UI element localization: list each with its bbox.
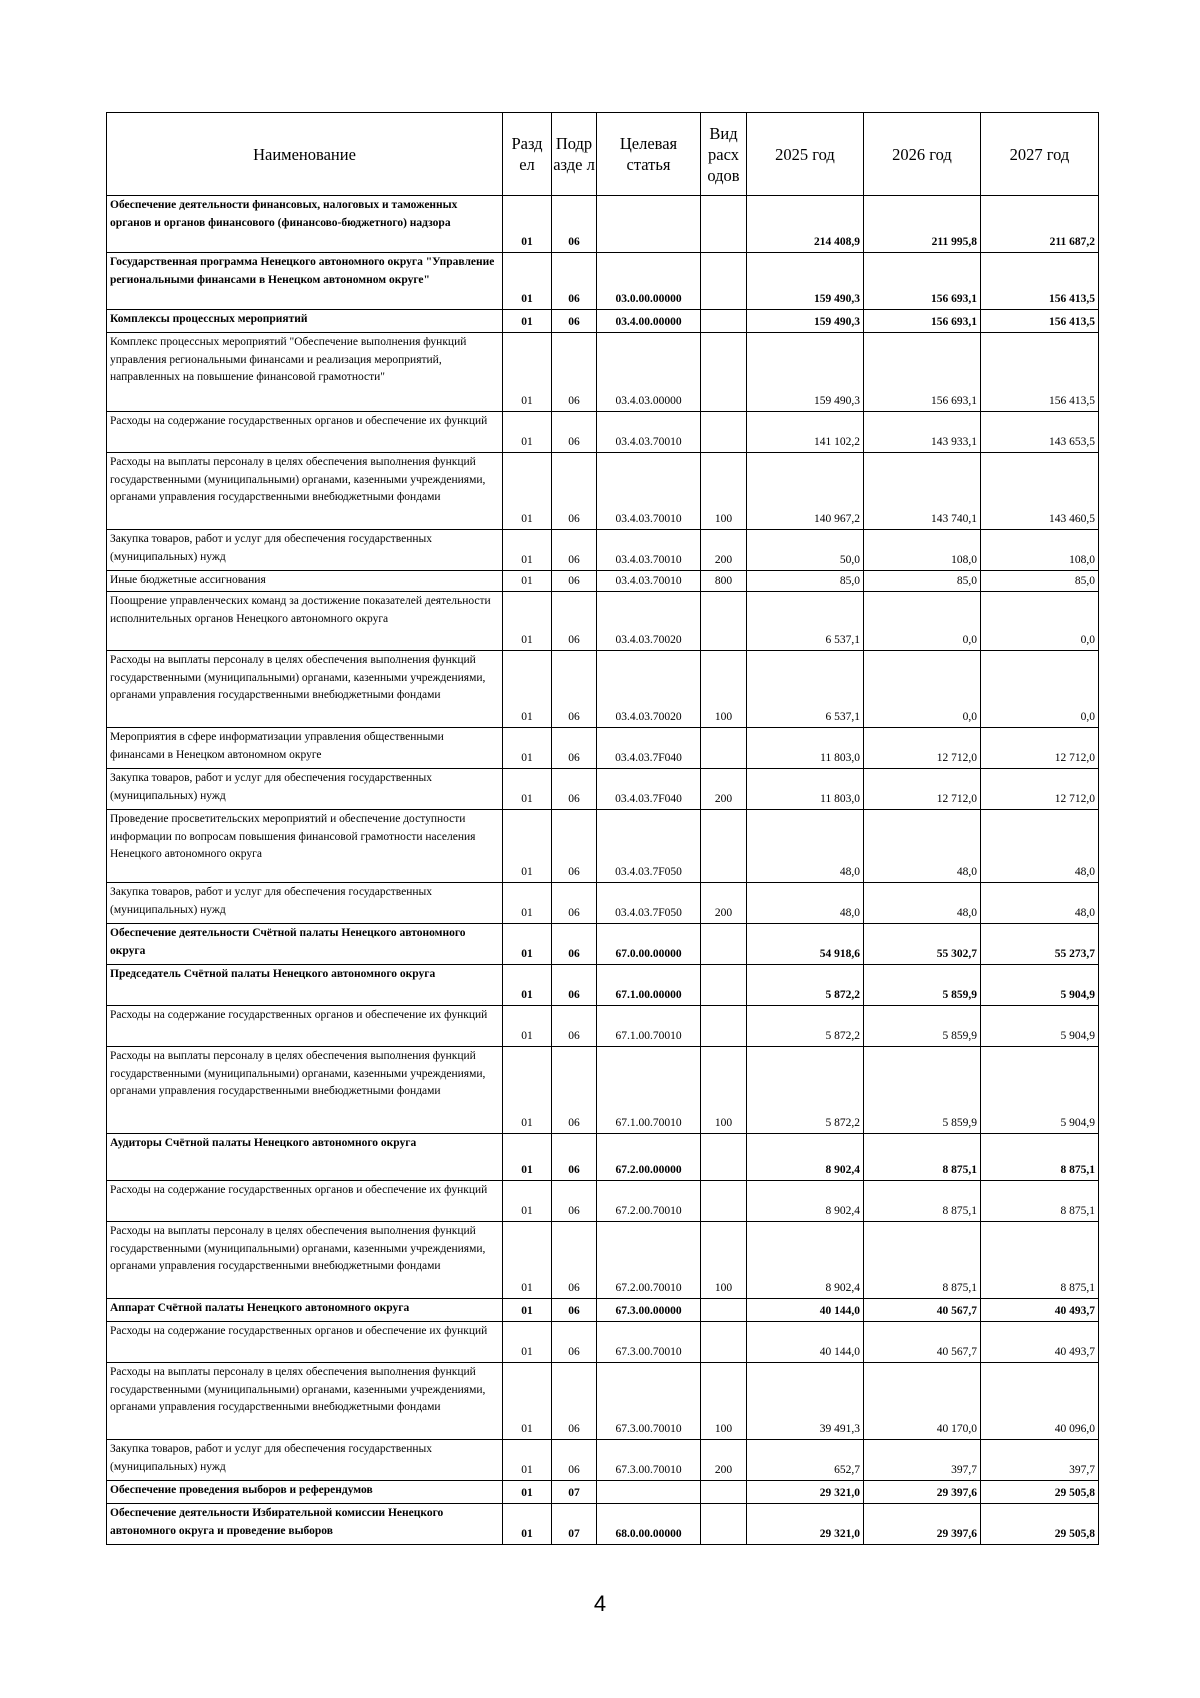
row-target-article: 03.4.03.00000: [597, 333, 701, 412]
row-value-2025: 8 902,4: [747, 1181, 864, 1222]
row-value-2026: 397,7: [864, 1440, 981, 1481]
row-name: Комплекс процессных мероприятий "Обеспечение выполнения функций управления региональными финансами и реализация мероприятий, направленных на повышение финансовой грамотности": [107, 333, 503, 412]
row-value-2027: 0,0: [981, 592, 1099, 651]
row-target-article: 03.4.03.70020: [597, 651, 701, 728]
table-row: [107, 1322, 1099, 1363]
row-expense-type: [701, 924, 747, 965]
row-value-2026: 156 693,1: [864, 253, 981, 310]
row-podrazdel: 07: [552, 1504, 597, 1545]
row-name: Закупка товаров, работ и услуг для обеспечения государственных (муниципальных) нужд: [107, 769, 503, 810]
row-name: Аудиторы Счётной палаты Ненецкого автономного округа: [107, 1134, 503, 1181]
row-target-article: [597, 196, 701, 253]
row-expense-type: [701, 412, 747, 453]
table-row: [107, 1504, 1099, 1545]
row-name: Расходы на выплаты персоналу в целях обеспечения выполнения функций государственными (муниципальными) органами, казенными учреждениями, органами управления государственными внебюджетными фондами: [107, 1363, 503, 1440]
row-value-2027: 108,0: [981, 530, 1099, 571]
row-value-2025: 39 491,3: [747, 1363, 864, 1440]
row-name: Обеспечение деятельности Избирательной комиссии Ненецкого автономного округа и проведение выборов: [107, 1504, 503, 1545]
row-value-2025: 8 902,4: [747, 1134, 864, 1181]
table-row: [107, 1181, 1099, 1222]
table-row: [107, 1047, 1099, 1134]
row-value-2025: 40 144,0: [747, 1322, 864, 1363]
row-name: Аппарат Счётной палаты Ненецкого автономного округа: [107, 1299, 503, 1322]
row-value-2027: 143 460,5: [981, 453, 1099, 530]
row-podrazdel: 06: [552, 592, 597, 651]
row-razdel: 01: [503, 1006, 552, 1047]
table-header-row: [107, 113, 1099, 196]
row-value-2025: 54 918,6: [747, 924, 864, 965]
table-row: [107, 412, 1099, 453]
row-value-2025: 140 967,2: [747, 453, 864, 530]
row-podrazdel: 06: [552, 1047, 597, 1134]
row-value-2026: 8 875,1: [864, 1181, 981, 1222]
table-row: [107, 924, 1099, 965]
row-razdel: 01: [503, 1134, 552, 1181]
row-razdel: 01: [503, 1222, 552, 1299]
row-razdel: 01: [503, 310, 552, 333]
row-podrazdel: 06: [552, 412, 597, 453]
row-name: Закупка товаров, работ и услуг для обеспечения государственных (муниципальных) нужд: [107, 883, 503, 924]
row-expense-type: [701, 965, 747, 1006]
row-value-2027: 156 413,5: [981, 253, 1099, 310]
header-expense-type: Вид расх одов: [701, 113, 747, 196]
row-value-2027: 40 493,7: [981, 1299, 1099, 1322]
table-row: [107, 253, 1099, 310]
row-value-2025: 6 537,1: [747, 592, 864, 651]
header-year-2026: 2026 год: [864, 113, 981, 196]
row-podrazdel: 06: [552, 1299, 597, 1322]
row-target-article: 03.4.03.70010: [597, 412, 701, 453]
page-number: 4: [593, 1591, 607, 1616]
row-target-article: 03.0.00.00000: [597, 253, 701, 310]
row-value-2026: 5 859,9: [864, 1047, 981, 1134]
row-expense-type: [701, 592, 747, 651]
table-row: [107, 1222, 1099, 1299]
row-podrazdel: 06: [552, 333, 597, 412]
row-value-2026: 156 693,1: [864, 310, 981, 333]
row-expense-type: 100: [701, 453, 747, 530]
row-value-2026: 156 693,1: [864, 333, 981, 412]
row-name: Расходы на содержание государственных органов и обеспечение их функций: [107, 1322, 503, 1363]
row-value-2027: 5 904,9: [981, 1047, 1099, 1134]
row-expense-type: [701, 196, 747, 253]
row-razdel: 01: [503, 530, 552, 571]
row-value-2027: 48,0: [981, 810, 1099, 883]
table-row: [107, 1363, 1099, 1440]
row-razdel: 01: [503, 333, 552, 412]
row-razdel: 01: [503, 1504, 552, 1545]
row-expense-type: 100: [701, 1047, 747, 1134]
row-expense-type: [701, 810, 747, 883]
row-value-2026: 12 712,0: [864, 769, 981, 810]
row-razdel: 01: [503, 810, 552, 883]
row-value-2027: 143 653,5: [981, 412, 1099, 453]
table-row: [107, 1134, 1099, 1181]
row-value-2026: 40 567,7: [864, 1322, 981, 1363]
row-value-2026: 0,0: [864, 651, 981, 728]
row-name: Расходы на содержание государственных органов и обеспечение их функций: [107, 1181, 503, 1222]
table-row: [107, 1299, 1099, 1322]
table-row: [107, 810, 1099, 883]
row-value-2025: 48,0: [747, 810, 864, 883]
row-name: Расходы на содержание государственных органов и обеспечение их функций: [107, 412, 503, 453]
row-razdel: 01: [503, 592, 552, 651]
row-podrazdel: 06: [552, 883, 597, 924]
row-value-2026: 8 875,1: [864, 1134, 981, 1181]
row-name: Расходы на выплаты персоналу в целях обеспечения выполнения функций государственными (муниципальными) органами, казенными учреждениями, органами управления государственными внебюджетными фондами: [107, 453, 503, 530]
row-podrazdel: 06: [552, 253, 597, 310]
row-value-2026: 8 875,1: [864, 1222, 981, 1299]
row-target-article: 67.2.00.00000: [597, 1134, 701, 1181]
row-expense-type: [701, 1481, 747, 1504]
row-podrazdel: 06: [552, 1006, 597, 1047]
row-razdel: 01: [503, 1047, 552, 1134]
table-row: [107, 965, 1099, 1006]
row-value-2027: 0,0: [981, 651, 1099, 728]
row-name: Иные бюджетные ассигнования: [107, 571, 503, 592]
row-target-article: 67.3.00.70010: [597, 1440, 701, 1481]
table-row: [107, 196, 1099, 253]
row-target-article: 03.4.03.7F050: [597, 883, 701, 924]
row-target-article: 67.2.00.70010: [597, 1181, 701, 1222]
row-razdel: 01: [503, 453, 552, 530]
row-name: Расходы на выплаты персоналу в целях обеспечения выполнения функций государственными (муниципальными) органами, казенными учреждениями, органами управления государственными внебюджетными фондами: [107, 1047, 503, 1134]
row-value-2027: 55 273,7: [981, 924, 1099, 965]
row-podrazdel: 06: [552, 196, 597, 253]
row-value-2027: 12 712,0: [981, 769, 1099, 810]
row-name: Государственная программа Ненецкого автономного округа "Управление региональными финансами в Ненецком автономном округе": [107, 253, 503, 310]
row-value-2025: 6 537,1: [747, 651, 864, 728]
row-value-2025: 11 803,0: [747, 728, 864, 769]
row-value-2026: 108,0: [864, 530, 981, 571]
header-target-article: Целевая статья: [597, 113, 701, 196]
row-target-article: 67.3.00.70010: [597, 1363, 701, 1440]
row-expense-type: 800: [701, 571, 747, 592]
row-value-2026: 40 567,7: [864, 1299, 981, 1322]
row-value-2027: 40 096,0: [981, 1363, 1099, 1440]
row-razdel: 01: [503, 1181, 552, 1222]
row-razdel: 01: [503, 412, 552, 453]
row-podrazdel: 06: [552, 810, 597, 883]
row-value-2025: 50,0: [747, 530, 864, 571]
row-podrazdel: 06: [552, 1363, 597, 1440]
row-value-2025: 5 872,2: [747, 965, 864, 1006]
row-podrazdel: 06: [552, 1322, 597, 1363]
table-row: [107, 769, 1099, 810]
row-target-article: 67.3.00.70010: [597, 1322, 701, 1363]
row-value-2027: 397,7: [981, 1440, 1099, 1481]
row-razdel: 01: [503, 883, 552, 924]
table-row: [107, 1440, 1099, 1481]
row-expense-type: 200: [701, 769, 747, 810]
row-podrazdel: 06: [552, 530, 597, 571]
row-expense-type: 200: [701, 1440, 747, 1481]
row-target-article: 67.1.00.00000: [597, 965, 701, 1006]
row-podrazdel: 06: [552, 651, 597, 728]
row-value-2026: 143 740,1: [864, 453, 981, 530]
row-value-2026: 0,0: [864, 592, 981, 651]
row-target-article: 68.0.00.00000: [597, 1504, 701, 1545]
header-year-2025: 2025 год: [747, 113, 864, 196]
row-expense-type: 100: [701, 1222, 747, 1299]
row-expense-type: [701, 1134, 747, 1181]
row-razdel: 01: [503, 1363, 552, 1440]
row-podrazdel: 06: [552, 1134, 597, 1181]
row-value-2026: 40 170,0: [864, 1363, 981, 1440]
row-value-2026: 12 712,0: [864, 728, 981, 769]
table-row: [107, 883, 1099, 924]
row-value-2025: 159 490,3: [747, 253, 864, 310]
row-value-2027: 12 712,0: [981, 728, 1099, 769]
row-name: Мероприятия в сфере информатизации управления общественными финансами в Ненецком автономном округе: [107, 728, 503, 769]
row-name: Проведение просветительских мероприятий и обеспечение доступности информации по вопросам повышения финансовой грамотности населения Ненецкого автономного округа: [107, 810, 503, 883]
row-name: Поощрение управленческих команд за достижение показателей деятельности исполнительных органов Ненецкого автономного округа: [107, 592, 503, 651]
row-podrazdel: 06: [552, 1440, 597, 1481]
row-target-article: 03.4.03.7F040: [597, 769, 701, 810]
row-value-2027: 156 413,5: [981, 310, 1099, 333]
row-value-2027: 8 875,1: [981, 1181, 1099, 1222]
row-target-article: 67.1.00.70010: [597, 1047, 701, 1134]
row-podrazdel: 06: [552, 1222, 597, 1299]
row-razdel: 01: [503, 196, 552, 253]
row-razdel: 01: [503, 965, 552, 1006]
row-razdel: 01: [503, 924, 552, 965]
row-name: Расходы на содержание государственных органов и обеспечение их функций: [107, 1006, 503, 1047]
row-value-2027: 5 904,9: [981, 1006, 1099, 1047]
row-razdel: 01: [503, 728, 552, 769]
table-row: [107, 1481, 1099, 1504]
row-expense-type: 100: [701, 651, 747, 728]
row-target-article: 03.4.00.00000: [597, 310, 701, 333]
row-name: Закупка товаров, работ и услуг для обеспечения государственных (муниципальных) нужд: [107, 530, 503, 571]
row-value-2025: 214 408,9: [747, 196, 864, 253]
row-value-2025: 8 902,4: [747, 1222, 864, 1299]
row-name: Обеспечение проведения выборов и референдумов: [107, 1481, 503, 1504]
row-value-2026: 48,0: [864, 810, 981, 883]
row-value-2027: 85,0: [981, 571, 1099, 592]
header-razdel: Разд ел: [503, 113, 552, 196]
row-value-2025: 40 144,0: [747, 1299, 864, 1322]
row-value-2025: 5 872,2: [747, 1006, 864, 1047]
table-row: [107, 530, 1099, 571]
row-expense-type: [701, 253, 747, 310]
row-podrazdel: 06: [552, 310, 597, 333]
row-expense-type: [701, 1181, 747, 1222]
row-name: Обеспечение деятельности Счётной палаты Ненецкого автономного округа: [107, 924, 503, 965]
row-podrazdel: 06: [552, 1181, 597, 1222]
row-value-2027: 8 875,1: [981, 1222, 1099, 1299]
header-podrazdel: Подр азде л: [552, 113, 597, 196]
row-value-2027: 29 505,8: [981, 1504, 1099, 1545]
row-name: Обеспечение деятельности финансовых, налоговых и таможенных органов и органов финансового (финансово-бюджетного) надзора: [107, 196, 503, 253]
table-row: [107, 1006, 1099, 1047]
row-podrazdel: 06: [552, 453, 597, 530]
row-target-article: 03.4.03.70010: [597, 453, 701, 530]
row-podrazdel: 06: [552, 965, 597, 1006]
row-value-2025: 48,0: [747, 883, 864, 924]
header-name: Наименование: [107, 113, 503, 196]
row-target-article: 67.1.00.70010: [597, 1006, 701, 1047]
row-name: Закупка товаров, работ и услуг для обеспечения государственных (муниципальных) нужд: [107, 1440, 503, 1481]
table-row: [107, 453, 1099, 530]
row-value-2025: 141 102,2: [747, 412, 864, 453]
row-podrazdel: 06: [552, 571, 597, 592]
row-value-2027: 5 904,9: [981, 965, 1099, 1006]
row-podrazdel: 06: [552, 728, 597, 769]
row-value-2027: 8 875,1: [981, 1134, 1099, 1181]
table-row: [107, 651, 1099, 728]
header-year-2027: 2027 год: [981, 113, 1099, 196]
row-value-2026: 29 397,6: [864, 1481, 981, 1504]
table-row: [107, 310, 1099, 333]
row-name: Комплексы процессных мероприятий: [107, 310, 503, 333]
row-value-2025: 159 490,3: [747, 310, 864, 333]
row-podrazdel: 07: [552, 1481, 597, 1504]
row-value-2026: 5 859,9: [864, 965, 981, 1006]
row-value-2027: 40 493,7: [981, 1322, 1099, 1363]
budget-table: [106, 112, 1099, 1545]
table-row: [107, 592, 1099, 651]
row-razdel: 01: [503, 253, 552, 310]
row-target-article: 67.2.00.70010: [597, 1222, 701, 1299]
row-expense-type: [701, 728, 747, 769]
row-podrazdel: 06: [552, 769, 597, 810]
row-expense-type: [701, 1322, 747, 1363]
row-value-2026: 55 302,7: [864, 924, 981, 965]
row-value-2026: 85,0: [864, 571, 981, 592]
row-expense-type: 200: [701, 530, 747, 571]
row-razdel: 01: [503, 1481, 552, 1504]
table-row: [107, 571, 1099, 592]
table-body: [107, 196, 1099, 1545]
row-name: Расходы на выплаты персоналу в целях обеспечения выполнения функций государственными (муниципальными) органами, казенными учреждениями, органами управления государственными внебюджетными фондами: [107, 1222, 503, 1299]
row-expense-type: 200: [701, 883, 747, 924]
row-value-2025: 652,7: [747, 1440, 864, 1481]
row-target-article: 67.0.00.00000: [597, 924, 701, 965]
row-value-2026: 143 933,1: [864, 412, 981, 453]
row-value-2025: 85,0: [747, 571, 864, 592]
row-razdel: 01: [503, 1440, 552, 1481]
row-expense-type: [701, 1504, 747, 1545]
row-value-2025: 5 872,2: [747, 1047, 864, 1134]
row-target-article: 03.4.03.7F040: [597, 728, 701, 769]
row-name: Председатель Счётной палаты Ненецкого автономного округа: [107, 965, 503, 1006]
row-value-2027: 29 505,8: [981, 1481, 1099, 1504]
row-razdel: 01: [503, 769, 552, 810]
row-value-2026: 211 995,8: [864, 196, 981, 253]
row-razdel: 01: [503, 1322, 552, 1363]
row-expense-type: [701, 333, 747, 412]
row-value-2025: 159 490,3: [747, 333, 864, 412]
row-expense-type: [701, 310, 747, 333]
row-target-article: 03.4.03.70020: [597, 592, 701, 651]
row-value-2026: 48,0: [864, 883, 981, 924]
row-target-article: 03.4.03.70010: [597, 530, 701, 571]
row-podrazdel: 06: [552, 924, 597, 965]
row-value-2027: 211 687,2: [981, 196, 1099, 253]
row-value-2025: 11 803,0: [747, 769, 864, 810]
row-razdel: 01: [503, 571, 552, 592]
row-expense-type: 100: [701, 1363, 747, 1440]
row-expense-type: [701, 1006, 747, 1047]
row-target-article: 03.4.03.7F050: [597, 810, 701, 883]
row-target-article: [597, 1481, 701, 1504]
row-value-2025: 29 321,0: [747, 1481, 864, 1504]
row-value-2027: 156 413,5: [981, 333, 1099, 412]
row-name: Расходы на выплаты персоналу в целях обеспечения выполнения функций государственными (муниципальными) органами, казенными учреждениями, органами управления государственными внебюджетными фондами: [107, 651, 503, 728]
row-razdel: 01: [503, 651, 552, 728]
row-expense-type: [701, 1299, 747, 1322]
row-value-2026: 5 859,9: [864, 1006, 981, 1047]
row-target-article: 67.3.00.00000: [597, 1299, 701, 1322]
row-target-article: 03.4.03.70010: [597, 571, 701, 592]
row-value-2025: 29 321,0: [747, 1504, 864, 1545]
row-razdel: 01: [503, 1299, 552, 1322]
table-row: [107, 728, 1099, 769]
row-value-2027: 48,0: [981, 883, 1099, 924]
table-row: [107, 333, 1099, 412]
row-value-2026: 29 397,6: [864, 1504, 981, 1545]
